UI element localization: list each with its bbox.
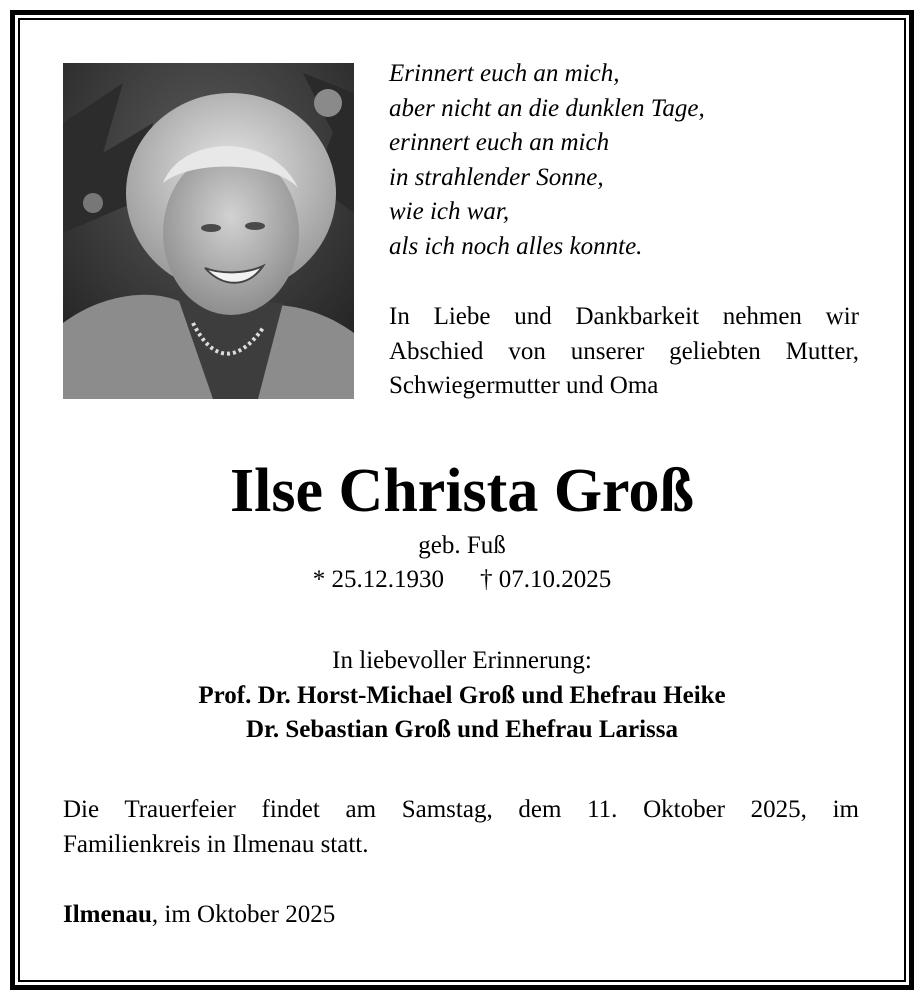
poem-line: Erinnert euch an mich, bbox=[389, 60, 620, 87]
ceremony-line: Die Trauerfeier findet am Samstag, dem 11. Oktober 2025, im bbox=[63, 796, 859, 823]
intro-text bbox=[389, 300, 859, 404]
signoff-date: , im Oktober 2025 bbox=[151, 901, 336, 928]
intro-line: Schwiegermutter und Oma bbox=[389, 372, 659, 399]
mourner-name: Prof. Dr. Horst-Michael Groß und Ehefrau Heike bbox=[198, 682, 726, 709]
poem-line: aber nicht an die dunklen Tage, bbox=[389, 94, 705, 122]
life-dates bbox=[0, 564, 924, 596]
death-date: † 07.10.2025 bbox=[480, 566, 612, 593]
intro-line: Abschied von unserer geliebten Mutter, bbox=[389, 337, 859, 365]
intro-line: In Liebe und Dankbarkeit nehmen wir bbox=[389, 303, 859, 330]
mourner-name: Dr. Sebastian Groß und Ehefrau Larissa bbox=[245, 716, 679, 743]
mourners-heading: In liebevoller Erinnerung: bbox=[332, 647, 592, 674]
poem-line: als ich noch alles konnte. bbox=[389, 232, 643, 260]
maiden-name: geb. Fuß bbox=[418, 532, 506, 559]
poem-line: in strahlender Sonne, bbox=[389, 163, 604, 191]
poem bbox=[389, 57, 869, 264]
deceased-name: Ilse Christa Groß bbox=[230, 457, 694, 525]
poem-line: erinnert euch an mich bbox=[389, 129, 610, 156]
signoff bbox=[63, 898, 335, 932]
ceremony-line: Familienkreis in Ilmenau statt. bbox=[63, 830, 369, 858]
birth-date: * 25.12.1930 bbox=[312, 566, 444, 593]
ceremony-notice bbox=[63, 793, 859, 862]
portrait-photo bbox=[63, 63, 354, 399]
signoff-place: Ilmenau bbox=[63, 901, 152, 928]
poem-line: wie ich war, bbox=[389, 198, 510, 225]
